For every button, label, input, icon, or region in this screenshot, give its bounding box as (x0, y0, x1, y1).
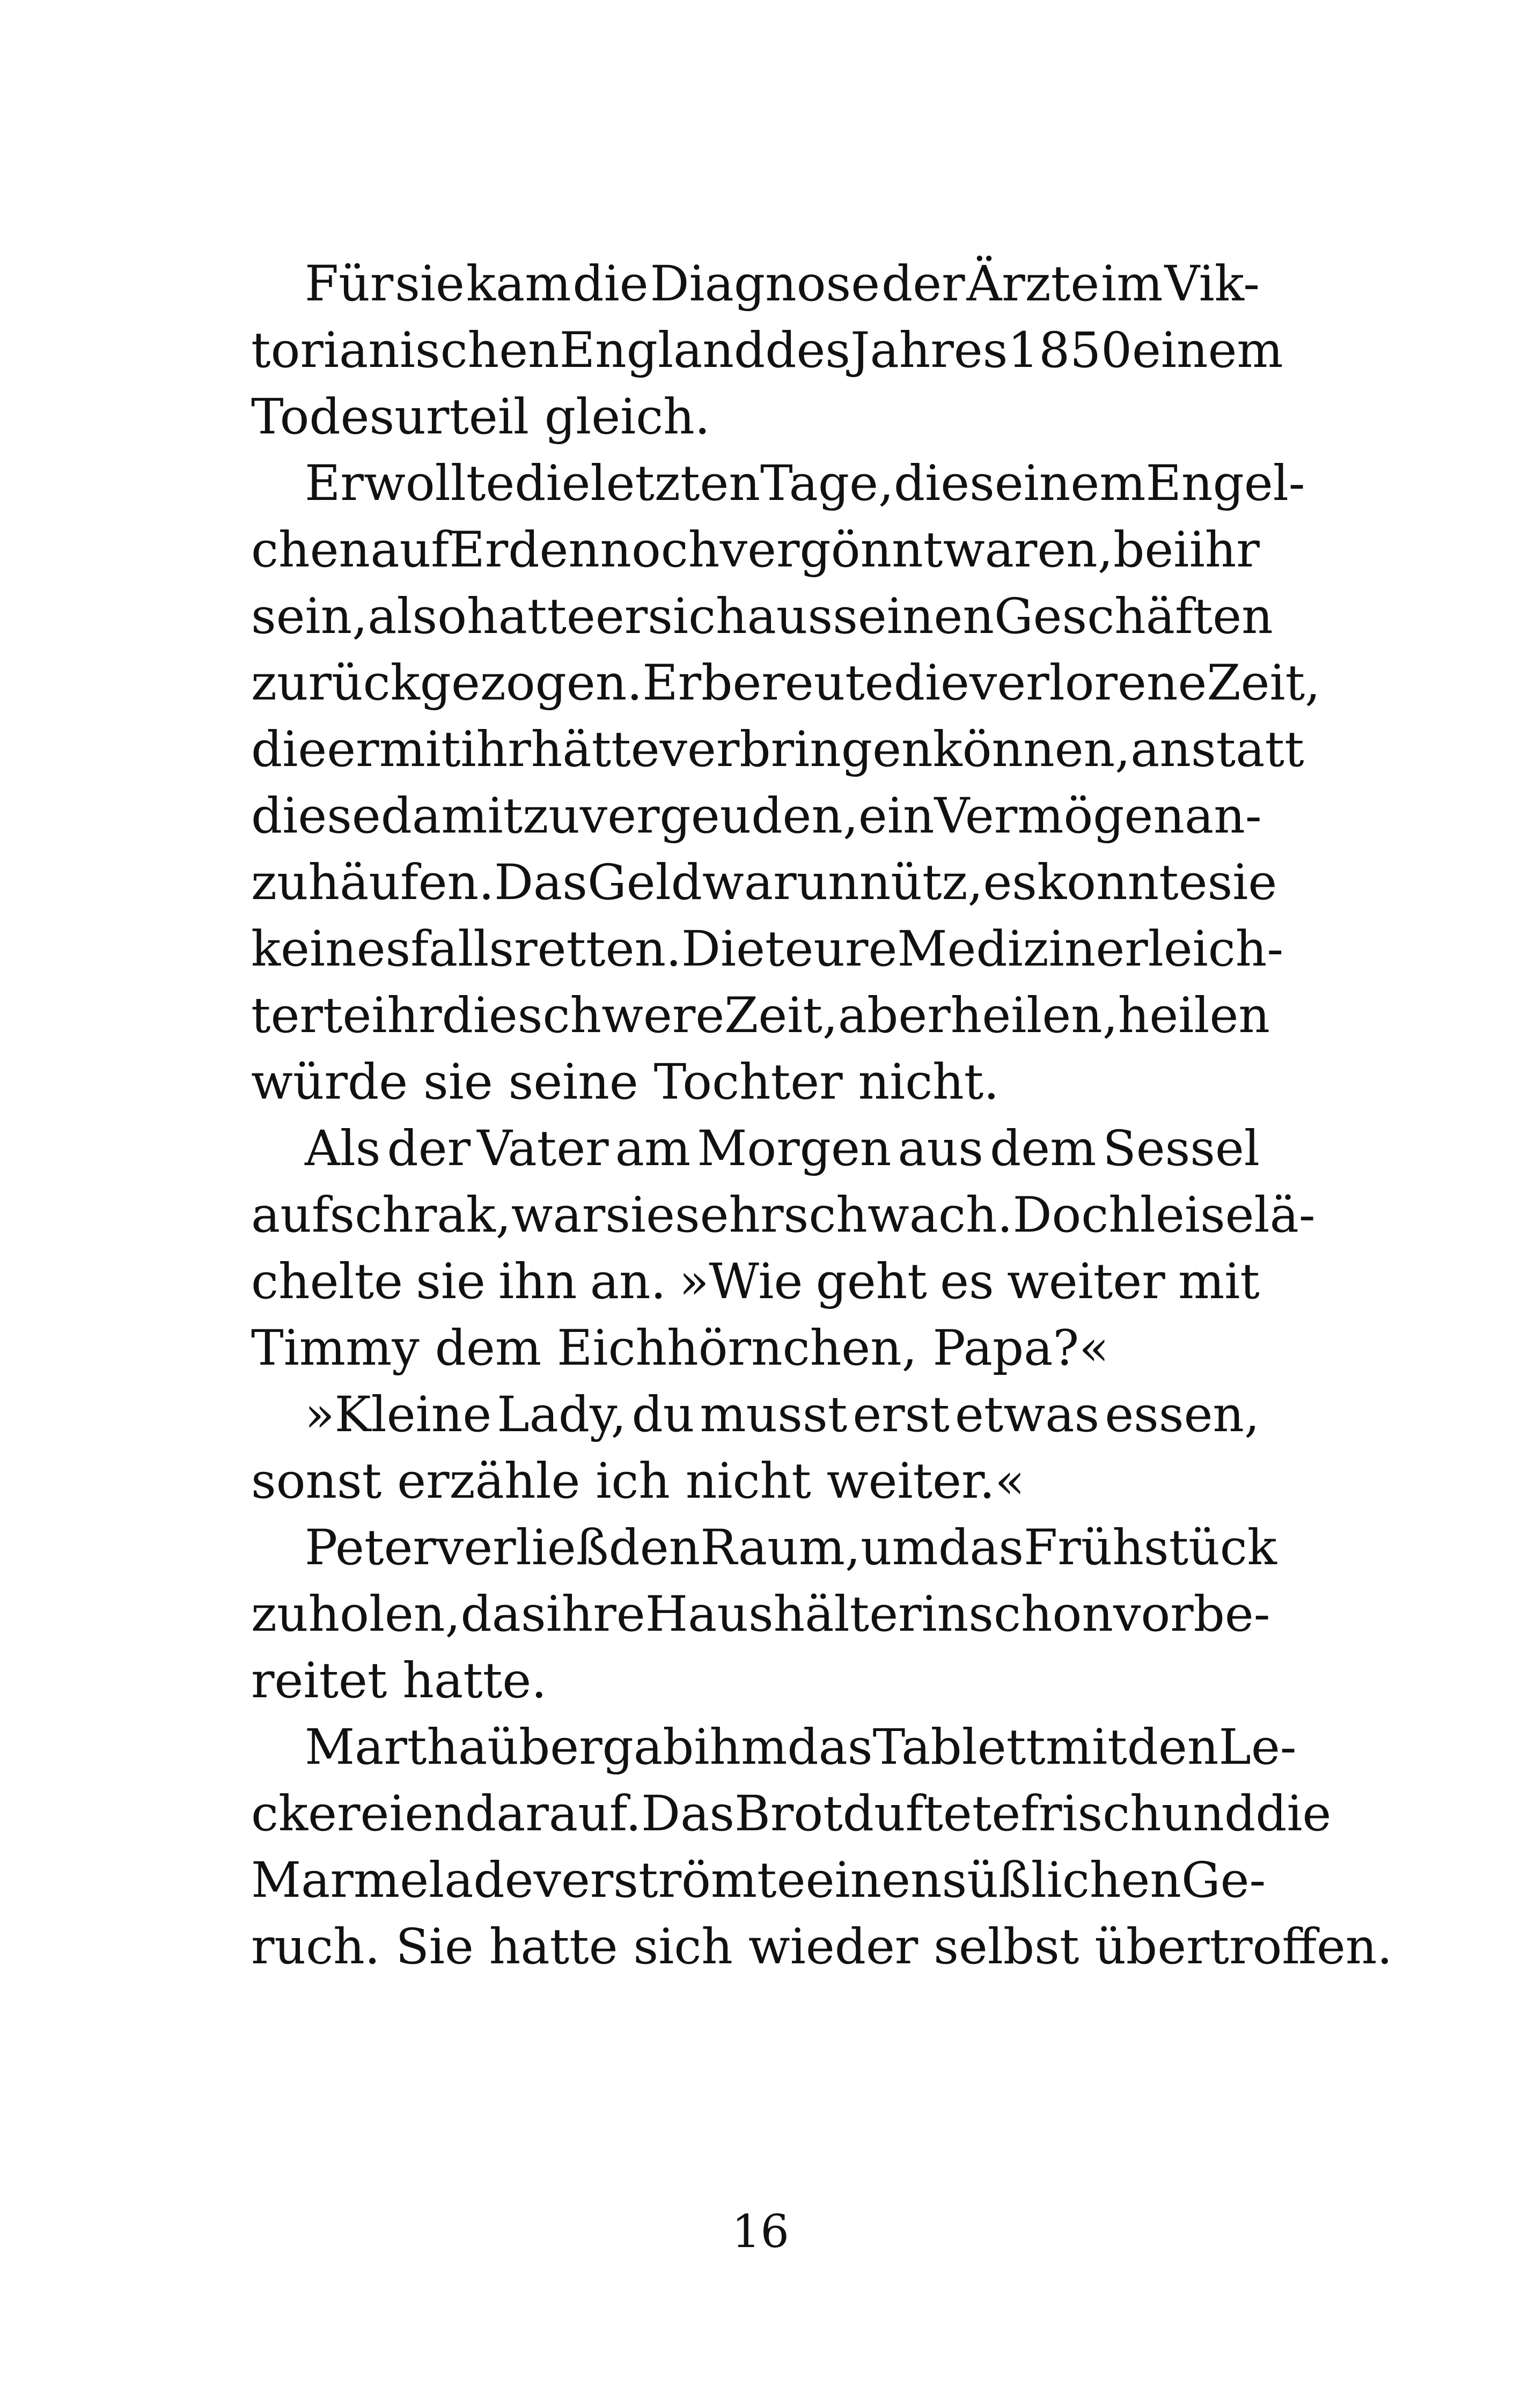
text-line: Peter verließ den Raum, um das Frühstück (305, 1520, 1277, 1576)
text-line: ruch. Sie hatte sich wieder selbst übertroffen. (251, 1919, 1393, 1975)
body-text (251, 251, 1393, 1980)
page-number: 16 (732, 2205, 789, 2258)
paragraph (251, 1116, 1316, 1382)
text-line: »Kleine Lady, du musst erst etwas essen, (305, 1387, 1260, 1443)
text-line: Todesurteil gleich. (251, 389, 710, 445)
text-line: chelte sie ihn an. »Wie geht es weiter mit (251, 1254, 1260, 1310)
text-line: würde sie seine Tochter nicht. (251, 1054, 1000, 1110)
text-line: Martha übergab ihm das Tablett mit den Le- (305, 1719, 1297, 1776)
text-line: Für sie kam die Diagnose der Ärzte im Vik- (305, 256, 1260, 312)
text-line: sein, also hatte er sich aus seinen Geschäften (251, 588, 1273, 645)
paragraph (251, 1714, 1393, 1980)
paragraph (251, 251, 1283, 451)
text-line: ckereien darauf. Das Brot duftete frisch und die (251, 1786, 1332, 1842)
text-line: sonst erzähle ich nicht weiter.« (251, 1453, 1025, 1509)
text-line: die er mit ihr hätte verbringen können, anstatt (251, 721, 1304, 778)
paragraph (251, 451, 1321, 1116)
text-line: reitet hatte. (251, 1653, 547, 1709)
text-line: Als der Vater am Morgen aus dem Sessel (305, 1121, 1260, 1177)
text-line: zu holen, das ihre Haushälterin schon vorbe- (251, 1586, 1270, 1643)
text-line: torianischen England des Jahres 1850 einem (251, 322, 1283, 379)
text-line: terte ihr die schwere Zeit, aber heilen, heilen (251, 988, 1270, 1044)
text-line: Marmelade verströmte einen süßlichen Ge- (251, 1852, 1266, 1909)
text-line: zurückgezogen. Er bereute die verlorene Zeit, (251, 655, 1321, 711)
text-line: Timmy dem Eichhörnchen, Papa?« (251, 1320, 1109, 1376)
text-line: chen auf Erden noch vergönnt waren, bei ihr (251, 522, 1260, 578)
paragraph (251, 1382, 1260, 1515)
text-line: diese damit zu vergeuden, ein Vermögen an- (251, 788, 1262, 844)
text-line: keinesfalls retten. Die teure Medizin erleich- (251, 921, 1284, 977)
paragraph (251, 1515, 1277, 1714)
text-line: zuhäufen. Das Geld war unnütz, es konnte sie (251, 855, 1277, 911)
text-line: aufschrak, war sie sehr schwach. Doch leise lä- (251, 1187, 1316, 1243)
text-line: Er wollte die letzten Tage, die seinem Engel- (305, 455, 1305, 512)
